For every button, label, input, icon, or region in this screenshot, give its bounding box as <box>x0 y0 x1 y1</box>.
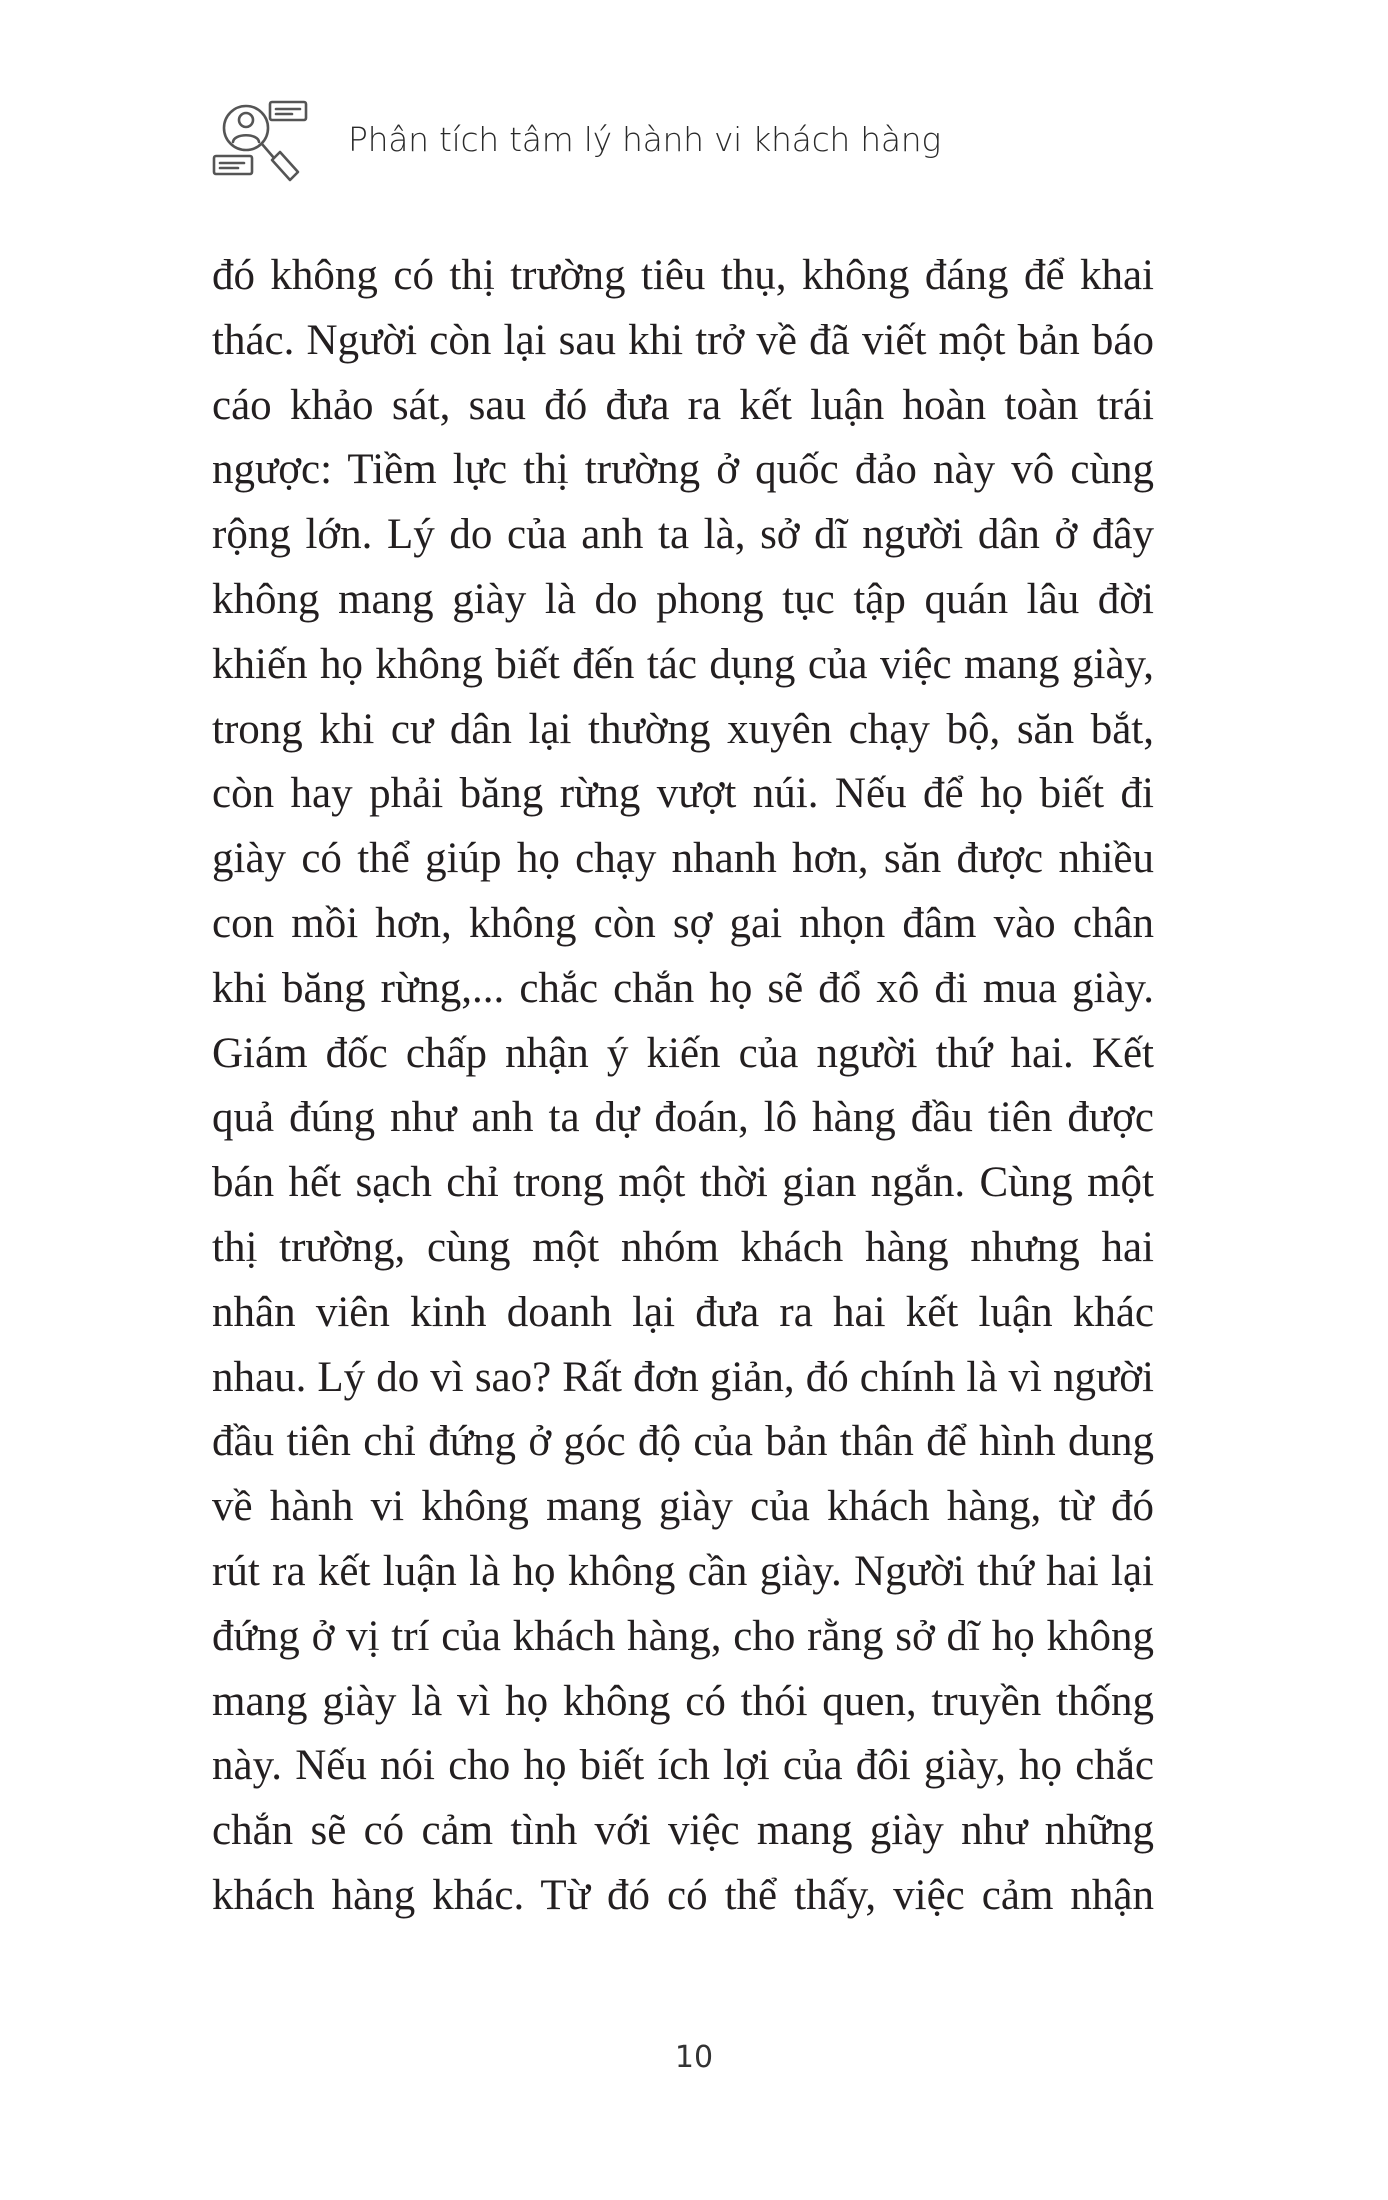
customer-analysis-icon <box>212 96 312 186</box>
text-line: đứng ở vị trí của khách hàng, cho rằng sở dĩ họ không <box>212 1612 1154 1660</box>
text-line: khi băng rừng,... chắc chắn họ sẽ đổ xô đi mua giày. <box>212 964 1154 1012</box>
text-line: còn hay phải băng rừng vượt núi. Nếu để họ biết đi <box>212 770 1154 818</box>
text-line: thác. Người còn lại sau khi trở về đã viết một bản báo <box>212 316 1154 364</box>
running-header <box>212 96 1212 186</box>
header-title: Phân tích tâm lý hành vi khách hàng <box>348 120 941 159</box>
text-line: đó không có thị trường tiêu thụ, không đáng để khai <box>212 252 1154 299</box>
text-line: mang giày là vì họ không có thói quen, truyền thống <box>212 1677 1154 1725</box>
page-number: 10 <box>674 2040 714 2075</box>
text-line: về hành vi không mang giày của khách hàng, từ đó <box>212 1483 1154 1531</box>
text-line: bán hết sạch chỉ trong một thời gian ngắn. Cùng một <box>212 1159 1154 1207</box>
text-line: khiến họ không biết đến tác dụng của việc mang giày, <box>212 640 1154 688</box>
text-line: Giám đốc chấp nhận ý kiến của người thứ hai. Kết <box>212 1029 1154 1077</box>
text-line: quả đúng như anh ta dự đoán, lô hàng đầu tiên được <box>212 1094 1154 1142</box>
text-line: ngược: Tiềm lực thị trường ở quốc đảo này vô cùng <box>212 446 1154 494</box>
body-text <box>212 244 1154 1929</box>
text-line: rộng lớn. Lý do của anh ta là, sở dĩ người dân ở đây <box>212 511 1154 559</box>
text-line: này. Nếu nói cho họ biết ích lợi của đôi giày, họ chắc <box>212 1742 1154 1790</box>
text-line: thị trường, cùng một nhóm khách hàng nhưng hai <box>212 1223 1154 1271</box>
text-line: không mang giày là do phong tục tập quán lâu đời <box>212 575 1154 623</box>
text-line: nhân viên kinh doanh lại đưa ra hai kết luận khác <box>212 1288 1154 1336</box>
text-line: chắn sẽ có cảm tình với việc mang giày như những <box>212 1807 1154 1855</box>
text-line: rút ra kết luận là họ không cần giày. Người thứ hai lại <box>212 1547 1154 1595</box>
text-line: đầu tiên chỉ đứng ở góc độ của bản thân để hình dung <box>212 1418 1154 1466</box>
text-line: cáo khảo sát, sau đó đưa ra kết luận hoàn toàn trái <box>212 381 1154 429</box>
text-line: nhau. Lý do vì sao? Rất đơn giản, đó chính là vì người <box>212 1353 1154 1401</box>
text-line: giày có thể giúp họ chạy nhanh hơn, săn được nhiều <box>212 835 1154 883</box>
text-line: trong khi cư dân lại thường xuyên chạy bộ, săn bắt, <box>212 705 1154 753</box>
text-line: con mồi hơn, không còn sợ gai nhọn đâm vào chân <box>212 899 1154 947</box>
text-line: khách hàng khác. Từ đó có thể thấy, việc cảm nhận <box>212 1871 1154 1919</box>
